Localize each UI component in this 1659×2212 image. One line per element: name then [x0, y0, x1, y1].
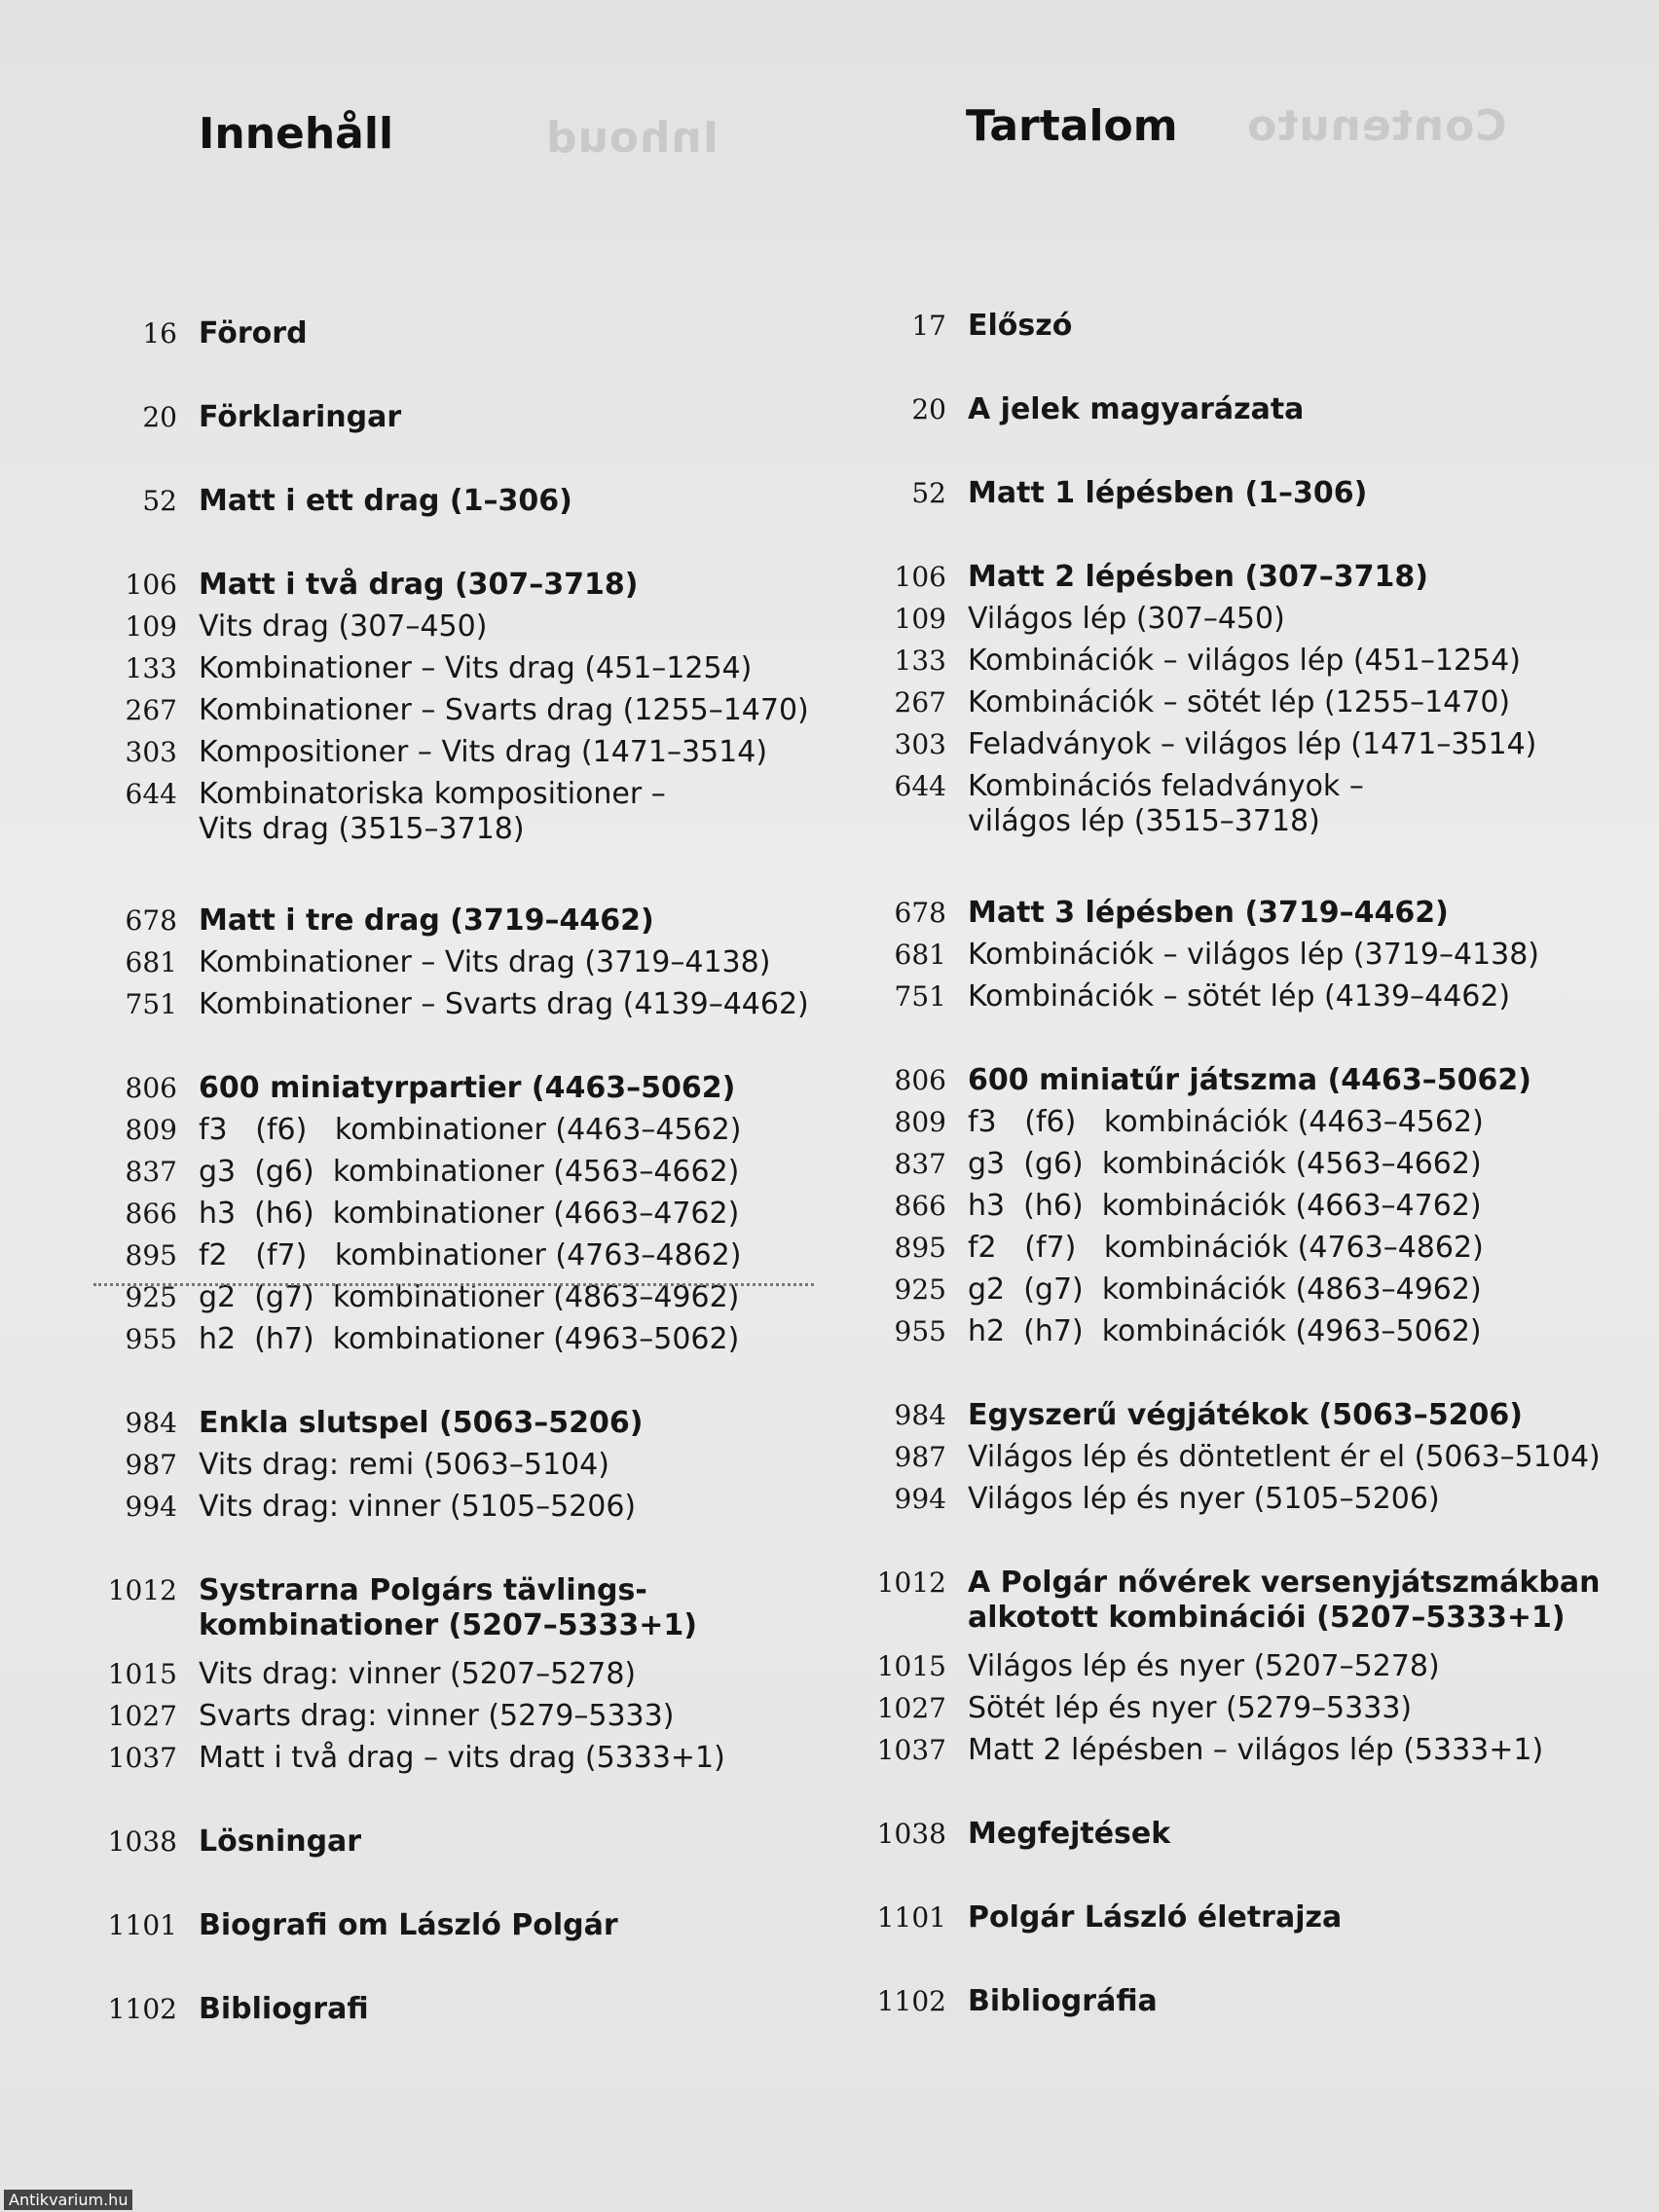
toc-entry-title: [968, 1231, 1484, 1266]
toc-page-number: 751: [125, 988, 177, 1020]
toc-entry-title-line: Kombinációs feladványok –: [968, 769, 1364, 803]
toc-entry: [876, 1272, 1482, 1308]
toc-entry-title: [199, 568, 639, 603]
toc-entry-title-line: g3 (g6) kombinationer (4563–4662): [199, 1155, 740, 1189]
toc-page-number: 837: [125, 1156, 177, 1188]
toc-entry-title: [968, 392, 1304, 427]
toc-entry-title: [968, 1566, 1600, 1636]
heading-hungarian: Tartalom: [966, 101, 1178, 151]
toc-page-number: 751: [894, 980, 946, 1013]
toc-entry-title-line: Lösningar: [199, 1825, 362, 1859]
toc-entry-title: [968, 685, 1510, 720]
toc-entry-title-line: Bibliografi: [199, 1992, 369, 2026]
toc-page-number: 955: [894, 1315, 946, 1347]
toc-entry-title: [968, 1649, 1440, 1684]
toc-entry-title: [199, 945, 770, 980]
toc-entry: [876, 1105, 1484, 1140]
toc-entry-title-line: Megfejtések: [968, 1817, 1171, 1851]
toc-entry-title-line: Sötét lép és nyer (5279–5333): [968, 1691, 1413, 1725]
toc-page-number: 681: [125, 946, 177, 978]
toc-entry: [107, 1155, 739, 1190]
toc-entry: [107, 903, 654, 939]
toc-entry-title-line: Matt i två drag – vits drag (5333+1): [199, 1741, 725, 1775]
toc-entry: [876, 1231, 1484, 1266]
toc-entry-title-line: Kombinációk – sötét lép (4139–4462): [968, 979, 1511, 1014]
toc-entry-title: [968, 1272, 1482, 1308]
toc-entry: [107, 1657, 636, 1692]
toc-entry: [876, 938, 1539, 973]
toc-page-number: 644: [125, 778, 177, 810]
toc-entry: [107, 945, 770, 980]
toc-entry-title-line: alkotott kombinációi (5207–5333+1): [968, 1601, 1566, 1635]
toc-entry-title-line: Feladványok – világos lép (1471–3514): [968, 727, 1537, 761]
toc-entry: [107, 1071, 735, 1106]
toc-entry-title: [968, 979, 1510, 1014]
toc-entry-title-line: g2 (g7) kombinációk (4863–4962): [968, 1272, 1482, 1307]
toc-page-number: 644: [894, 770, 946, 802]
toc-entry-title-line: világos lép (3515–3718): [968, 804, 1320, 838]
toc-entry-title-line: Matt i två drag (307–3718): [199, 568, 639, 602]
toc-entry: [876, 1398, 1523, 1433]
toc-entry-title: [968, 1105, 1484, 1140]
toc-entry-title-line: f3 (f6) kombinációk (4463–4562): [968, 1105, 1484, 1139]
toc-entry: [107, 1908, 618, 1943]
toc-entry-title-line: Enkla slutspel (5063–5206): [199, 1406, 644, 1440]
toc-entry-title-line: h2 (h7) kombinationer (4963–5062): [199, 1322, 740, 1356]
toc-page-number: 16: [142, 317, 177, 350]
toc-entry-title: [199, 1699, 674, 1734]
ghost-heading-contenuto: Contenuto: [1246, 101, 1507, 151]
toc-page-number: 866: [894, 1190, 946, 1222]
toc-entry: [876, 1733, 1543, 1768]
toc-entry: [107, 1238, 741, 1273]
toc-entry-title-line: Systrarna Polgárs tävlings-: [199, 1573, 647, 1607]
toc-entry-title: [199, 484, 572, 519]
toc-page-number: 106: [125, 569, 177, 601]
toc-entry-title-line: Kombinatoriska kompositioner –: [199, 777, 666, 811]
toc-entry-title: [199, 1197, 739, 1232]
toc-page-number: 681: [894, 939, 946, 971]
toc-entry-title-line: h3 (h6) kombinációk (4663–4762): [968, 1189, 1482, 1223]
toc-entry-title-line: Vits drag: vinner (5105–5206): [199, 1490, 637, 1524]
toc-entry-title-line: h3 (h6) kombinationer (4663–4762): [199, 1197, 740, 1231]
toc-page-number: 106: [894, 561, 946, 593]
toc-entry-title: [968, 938, 1539, 973]
toc-entry: [107, 1573, 697, 1643]
toc-entry: [107, 1490, 636, 1525]
toc-entry-title-line: Világos lép és nyer (5105–5206): [968, 1482, 1440, 1516]
toc-entry: [876, 1984, 1158, 2019]
toc-page-number: 1027: [107, 1700, 177, 1732]
toc-entry: [876, 309, 1072, 344]
toc-page-number: 17: [911, 310, 946, 342]
toc-entry-title: [968, 1314, 1482, 1349]
toc-entry-title: [199, 1992, 369, 2027]
toc-entry-title: [199, 316, 308, 351]
toc-entry-title-line: Kombinációk – világos lép (3719–4138): [968, 938, 1540, 972]
toc-entry: [876, 602, 1285, 637]
toc-entry-title-line: g2 (g7) kombinationer (4863–4962): [199, 1280, 740, 1314]
toc-entry-title: [968, 1482, 1440, 1517]
toc-entry-title-line: Matt i ett drag (1–306): [199, 484, 572, 518]
toc-entry-title-line: Vits drag (3515–3718): [199, 812, 525, 846]
toc-page-number: 1027: [876, 1692, 946, 1724]
toc-entry-title-line: Világos lép és döntetlent ér el (5063–5104): [968, 1440, 1601, 1474]
toc-entry-title: [199, 1448, 609, 1483]
toc-page-number: 994: [894, 1483, 946, 1515]
toc-entry: [107, 1197, 739, 1232]
toc-entry-title: [199, 1406, 643, 1441]
toc-page-number: 303: [125, 736, 177, 768]
toc-entry: [107, 777, 666, 847]
toc-entry: [876, 896, 1449, 931]
toc-entry-title: [199, 1825, 361, 1860]
toc-entry-title: [968, 1440, 1601, 1475]
toc-page-number: 1015: [876, 1650, 946, 1682]
toc-entry-title: [199, 1657, 636, 1692]
toc-page-number: 267: [125, 694, 177, 726]
toc-entry-title-line: A jelek magyarázata: [968, 392, 1305, 426]
toc-page-number: 678: [894, 897, 946, 929]
toc-page-number: 1037: [876, 1734, 946, 1766]
toc-entry: [876, 1314, 1482, 1349]
toc-entry-title-line: Kombinációk – világos lép (451–1254): [968, 644, 1521, 678]
toc-page-number: 303: [894, 728, 946, 760]
toc-entry-title: [199, 1113, 741, 1148]
toc-entry: [107, 1699, 674, 1734]
toc-page-number: 809: [125, 1114, 177, 1146]
toc-entry-title-line: Világos lép (307–450): [968, 602, 1285, 636]
toc-page-number: 1037: [107, 1742, 177, 1774]
toc-page-number: 984: [125, 1407, 177, 1439]
toc-entry-title-line: Matt 2 lépésben – világos lép (5333+1): [968, 1733, 1544, 1767]
toc-entry: [107, 1406, 643, 1441]
toc-page-number: 52: [142, 485, 177, 517]
toc-entry: [107, 987, 809, 1022]
toc-entry: [876, 1482, 1440, 1517]
toc-entry: [876, 560, 1428, 595]
toc-entry-title-line: Kombinationer – Vits drag (451–1254): [199, 651, 753, 685]
toc-page-number: 109: [894, 603, 946, 635]
toc-entry-title-line: Kombinationer – Svarts drag (1255–1470): [199, 693, 809, 727]
toc-entry-title-line: f3 (f6) kombinationer (4463–4562): [199, 1113, 742, 1147]
toc-page-number: 52: [911, 477, 946, 509]
toc-page-number: 984: [894, 1399, 946, 1431]
toc-page-number: 809: [894, 1106, 946, 1138]
toc-page-number: 1101: [876, 1901, 946, 1934]
toc-entry: [107, 1825, 361, 1860]
toc-entry-title-line: Matt i tre drag (3719–4462): [199, 903, 654, 938]
toc-entry: [107, 609, 487, 645]
toc-entry: [876, 1691, 1412, 1726]
toc-entry: [876, 1566, 1600, 1636]
perforation-line: [93, 1283, 814, 1286]
toc-entry-title: [199, 651, 752, 686]
toc-entry-title: [199, 987, 809, 1022]
toc-page-number: 955: [125, 1323, 177, 1355]
toc-page-number: 994: [125, 1491, 177, 1523]
toc-page-number: 1038: [876, 1818, 946, 1850]
toc-entry-title-line: Vits drag: vinner (5207–5278): [199, 1657, 637, 1691]
toc-entry: [876, 476, 1367, 511]
toc-entry-title: [968, 1900, 1342, 1936]
toc-entry-title: [199, 1155, 739, 1190]
toc-entry-title: [968, 727, 1536, 762]
toc-entry: [107, 735, 767, 770]
toc-entry-title-line: kombinationer (5207–5333+1): [199, 1608, 697, 1642]
toc-entry: [876, 1147, 1482, 1182]
toc-entry: [107, 1448, 609, 1483]
toc-entry: [876, 1900, 1342, 1936]
toc-page-number: 1102: [876, 1985, 946, 2017]
toc-entry-title: [199, 400, 401, 435]
toc-entry-title: [199, 609, 487, 645]
heading-swedish: Innehåll: [199, 109, 394, 159]
toc-page-number: 1012: [107, 1574, 177, 1606]
toc-entry-title: [968, 1147, 1482, 1182]
toc-entry-title: [968, 896, 1449, 931]
toc-entry-title-line: Kombinationer – Vits drag (3719–4138): [199, 945, 771, 979]
toc-entry-title: [968, 1691, 1412, 1726]
toc-entry: [107, 568, 639, 603]
toc-entry-title-line: 600 miniatűr játszma (4463–5062): [968, 1063, 1531, 1097]
toc-page-number: 1101: [107, 1909, 177, 1941]
toc-entry-title: [199, 1741, 725, 1776]
toc-entry-title: [968, 602, 1285, 637]
toc-entry: [876, 1817, 1170, 1852]
toc-page-number: 895: [125, 1239, 177, 1272]
toc-page-number: 267: [894, 686, 946, 719]
toc-entry-title: [199, 1490, 636, 1525]
toc-entry-title-line: f2 (f7) kombinációk (4763–4862): [968, 1231, 1484, 1265]
toc-page-number: 1038: [107, 1825, 177, 1858]
toc-entry: [876, 727, 1536, 762]
toc-entry-title: [968, 560, 1428, 595]
toc-entry: [107, 1322, 739, 1357]
toc-page-number: 133: [894, 645, 946, 677]
toc-entry-title: [968, 1189, 1482, 1224]
toc-entry-title: [968, 309, 1072, 344]
toc-entry: [107, 1113, 741, 1148]
toc-page-number: 20: [911, 393, 946, 425]
toc-entry-title-line: Förord: [199, 316, 308, 350]
toc-entry: [107, 651, 752, 686]
toc-entry-title: [199, 777, 666, 847]
toc-entry-title: [199, 1071, 735, 1106]
toc-entry-title: [968, 644, 1521, 679]
toc-entry: [876, 392, 1304, 427]
toc-entry-title: [199, 1322, 739, 1357]
toc-entry-title-line: Vits drag (307–450): [199, 609, 488, 644]
toc-entry-title-line: Kombinationer – Svarts drag (4139–4462): [199, 987, 809, 1021]
toc-page-number: 987: [894, 1441, 946, 1473]
toc-page-number: 1012: [876, 1567, 946, 1599]
toc-page-number: 1102: [107, 1993, 177, 2025]
toc-entry-title-line: Polgár László életrajza: [968, 1900, 1343, 1935]
toc-entry-title-line: g3 (g6) kombinációk (4563–4662): [968, 1147, 1482, 1181]
toc-entry: [876, 644, 1521, 679]
toc-entry: [876, 1649, 1440, 1684]
toc-entry-title: [968, 769, 1364, 839]
toc-entry-title-line: f2 (f7) kombinationer (4763–4862): [199, 1238, 742, 1272]
toc-entry-title: [199, 903, 654, 939]
toc-entry: [876, 979, 1510, 1014]
toc-entry-title-line: Biografi om László Polgár: [199, 1908, 618, 1942]
toc-page-number: 925: [894, 1273, 946, 1306]
toc-entry: [107, 316, 308, 351]
toc-entry-title-line: Egyszerű végjátékok (5063–5206): [968, 1398, 1523, 1432]
toc-entry-title-line: Világos lép és nyer (5207–5278): [968, 1649, 1440, 1683]
toc-page-number: 837: [894, 1148, 946, 1180]
toc-page-number: 925: [125, 1281, 177, 1313]
toc-entry-title: [199, 1238, 741, 1273]
toc-page-number: 678: [125, 904, 177, 937]
toc-entry: [876, 1440, 1601, 1475]
toc-entry-title: [968, 1817, 1170, 1852]
toc-entry-title: [199, 735, 767, 770]
toc-entry-title-line: Förklaringar: [199, 400, 402, 434]
toc-entry-title-line: Bibliográfia: [968, 1984, 1158, 2018]
toc-page-number: 1015: [107, 1658, 177, 1690]
toc-entry-title-line: Matt 2 lépésben (307–3718): [968, 560, 1429, 594]
toc-page-number: 866: [125, 1198, 177, 1230]
toc-page-number: 987: [125, 1449, 177, 1481]
toc-entry-title: [968, 1063, 1531, 1098]
toc-entry-title: [968, 476, 1367, 511]
toc-entry-title-line: A Polgár nővérek versenyjátszmákban: [968, 1566, 1601, 1600]
toc-entry-title: [199, 1573, 697, 1643]
toc-entry-title-line: Előszó: [968, 309, 1073, 343]
toc-entry: [107, 484, 572, 519]
toc-entry: [107, 1992, 369, 2027]
toc-entry: [107, 693, 809, 728]
toc-entry-title: [968, 1398, 1523, 1433]
toc-entry: [876, 685, 1510, 720]
toc-entry-title: [968, 1984, 1158, 2019]
toc-entry-title-line: h2 (h7) kombinációk (4963–5062): [968, 1314, 1482, 1348]
toc-page-number: 133: [125, 652, 177, 684]
toc-entry: [876, 1189, 1482, 1224]
toc-entry-title: [968, 1733, 1543, 1768]
toc-entry: [876, 769, 1364, 839]
toc-entry-title: [199, 693, 809, 728]
toc-entry-title-line: Matt 3 lépésben (3719–4462): [968, 896, 1449, 930]
toc-entry-title-line: Svarts drag: vinner (5279–5333): [199, 1699, 675, 1733]
toc-entry-title: [199, 1908, 618, 1943]
toc-entry: [107, 1741, 725, 1776]
toc-entry-title-line: 600 miniatyrpartier (4463–5062): [199, 1071, 736, 1105]
toc-page-number: 806: [125, 1072, 177, 1104]
toc-entry-title-line: Vits drag: remi (5063–5104): [199, 1448, 609, 1482]
toc-entry-title-line: Matt 1 lépésben (1–306): [968, 476, 1368, 510]
toc-page-number: 109: [125, 610, 177, 643]
toc-entry: [107, 400, 401, 435]
toc-page-number: 895: [894, 1232, 946, 1264]
toc-page-number: 806: [894, 1064, 946, 1096]
toc-entry: [876, 1063, 1531, 1098]
ghost-heading-inhoud: Inhoud: [545, 113, 719, 163]
watermark: Antikvarium.hu: [4, 2190, 132, 2210]
toc-entry-title-line: Kombinációk – sötét lép (1255–1470): [968, 685, 1511, 719]
toc-entry-title-line: Kompositioner – Vits drag (1471–3514): [199, 735, 768, 769]
toc-page-number: 20: [142, 401, 177, 433]
